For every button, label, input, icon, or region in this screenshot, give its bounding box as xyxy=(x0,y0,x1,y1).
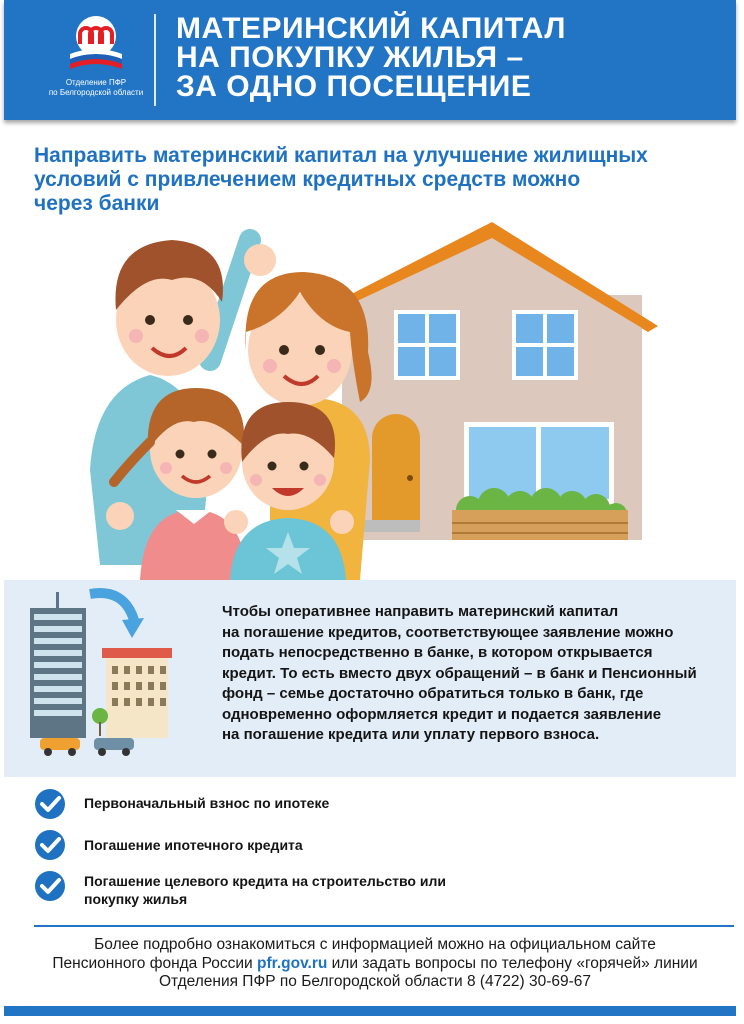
info-line: подать непосредственно в банке, в котором открывается xyxy=(222,644,653,661)
page-title xyxy=(176,14,696,101)
footer-line-3: Отделения ПФР по Белгородской области 8 (4722) 30-69-67 xyxy=(158,973,592,990)
checklist-label-line: покупку жилья xyxy=(84,891,188,907)
info-line: на погашение кредита или уплату первого взноса. xyxy=(222,726,600,743)
bank-building-icon xyxy=(24,588,174,763)
footer-divider xyxy=(34,925,734,927)
family-house-illustration xyxy=(80,210,680,580)
checkmark-icon xyxy=(34,870,66,902)
subtitle-line-2: условий с привлечением кредитных средств можно xyxy=(34,168,581,191)
checklist-label-line: Первоначальный взнос по ипотеке xyxy=(84,795,330,811)
footer-text xyxy=(30,936,720,992)
pfr-website-link[interactable]: pfr.gov.ru xyxy=(257,954,328,972)
title-line-2: НА ПОКУПКУ ЖИЛЬЯ – xyxy=(176,41,524,74)
pfr-logo-icon xyxy=(56,12,136,72)
house-illustration xyxy=(330,222,658,540)
checklist-label-line: Погашение ипотечного кредита xyxy=(84,837,303,853)
subtitle-line-3: через банки xyxy=(34,192,160,215)
checklist-item xyxy=(34,870,694,910)
header-banner xyxy=(4,0,736,120)
org-name xyxy=(26,78,166,98)
info-text xyxy=(222,602,722,746)
subtitle xyxy=(34,144,714,216)
info-line: одновременно оформляется кредит и подается заявление xyxy=(222,705,662,723)
checklist-label-line: Погашение целевого кредита на строительство или xyxy=(84,873,446,889)
checklist-item xyxy=(34,829,694,869)
checkmark-icon xyxy=(34,788,66,820)
title-line-1: МАТЕРИНСКИЙ КАПИТАЛ xyxy=(176,12,566,45)
checklist-label xyxy=(84,794,329,812)
checklist-label xyxy=(84,872,446,908)
info-line: Чтобы оперативнее направить материнский капитал xyxy=(222,603,619,620)
footer-text-before-link: Пенсионного фонда России xyxy=(52,954,258,972)
footer-text-after-link: или задать вопросы по телефону «горячей» линии xyxy=(327,954,698,972)
subtitle-line-1: Направить материнский капитал на улучшение жилищных xyxy=(34,144,648,167)
org-line-2: по Белгородской области xyxy=(48,88,144,97)
footer-line-1: Более подробно ознакомиться с информацией можно на официальном сайте xyxy=(94,936,656,953)
info-line: фонд – семье достаточно обратиться только в банк, где xyxy=(222,685,644,702)
info-line: кредит. То есть вместо двух обращений – в банк и Пенсионный xyxy=(222,664,697,682)
footer-line-2 xyxy=(30,955,720,974)
checkmark-icon xyxy=(34,829,66,861)
info-line: на погашение кредитов, соответствующее заявление можно xyxy=(222,623,674,641)
bottom-bar xyxy=(4,1006,736,1016)
checklist-label xyxy=(84,836,303,854)
checklist-item xyxy=(34,788,694,828)
title-line-3: ЗА ОДНО ПОСЕЩЕНИЕ xyxy=(176,70,532,103)
org-line-1: Отделение ПФР xyxy=(65,78,127,87)
header-divider xyxy=(154,14,156,106)
